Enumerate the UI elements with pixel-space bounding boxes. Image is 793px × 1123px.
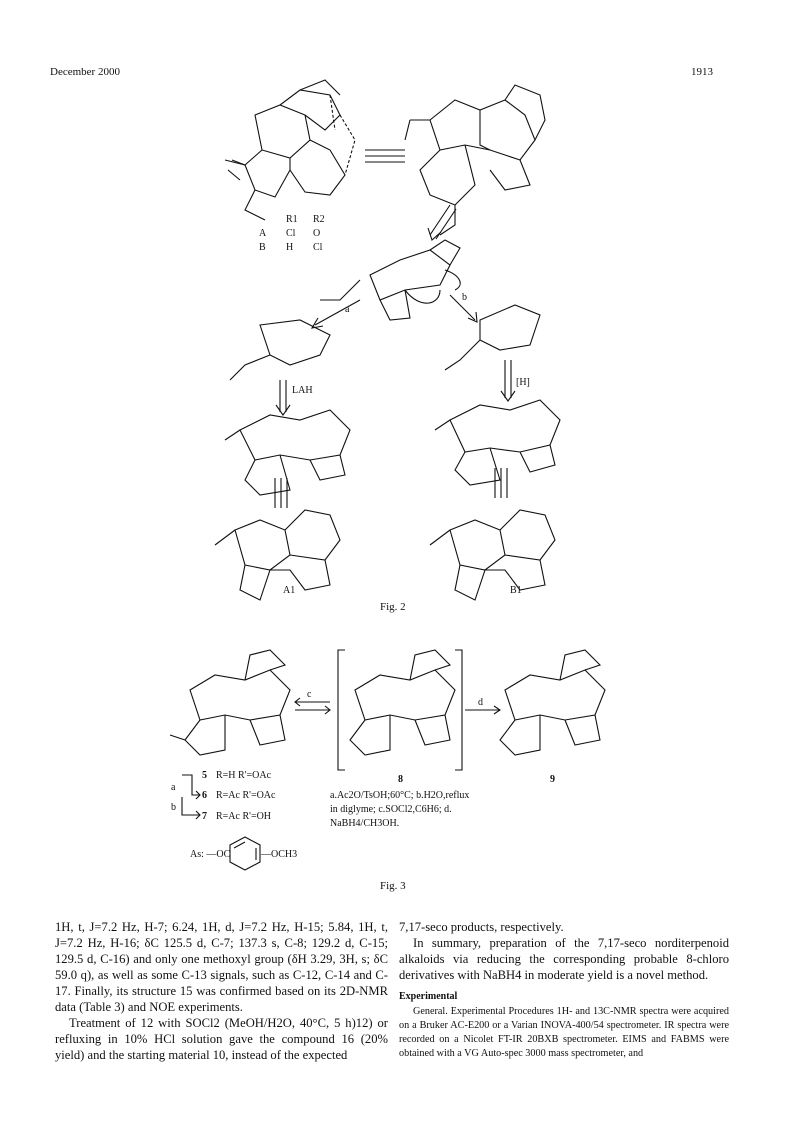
fig2-table-a-r1: Cl [286, 228, 296, 239]
right-column [399, 919, 729, 1061]
fig3-cmpd6-num: 6 [202, 790, 207, 801]
fig2-table-a: A [259, 228, 267, 239]
fig3-as-label: As: —OC [190, 849, 231, 860]
fig3-equilibrium-arrows [295, 698, 330, 714]
section-heading-experimental: Experimental [399, 991, 458, 1002]
fig3-step-c: c [307, 689, 312, 700]
equivalence-sign [365, 150, 405, 162]
fig3-structure-9 [500, 650, 605, 755]
fig2-caption: Fig. 2 [380, 601, 406, 613]
fig2-label-a: a [345, 304, 350, 315]
fig2-structure-a1 [215, 510, 340, 600]
fig2-label-b1: B1 [510, 585, 522, 596]
fig3-step-a: a [171, 782, 176, 793]
left-paragraph-2: Treatment of 12 with SOCl2 (MeOH/H2O, 40°C, 5 h)12) or refluxing in 10% HCl solution gave the compound 16 (20% yield) and the starting material 10, instead of the expected [55, 1016, 388, 1062]
fig2-structure-middle-right [435, 400, 560, 485]
fig2-table-b-r2: Cl [313, 242, 323, 253]
fig2-intermediate [320, 240, 460, 320]
running-header-date: December 2000 [50, 66, 120, 78]
fig3-cmpd8-num: 8 [398, 774, 403, 785]
fig3-structure-8 [350, 650, 455, 755]
fig3-anisoyl-ring [230, 837, 260, 870]
fig2-table-b: B [259, 242, 266, 253]
fig3-cmpd5-desc: R=H R'=OAc [216, 770, 272, 781]
fig2-table-b-r1: H [286, 242, 294, 253]
arrow-to-intermediate [428, 205, 456, 240]
right-paragraph-1: 7,17-seco products, respectively. [399, 920, 564, 934]
fig3-step-b: b [171, 802, 176, 813]
left-paragraph-1: 1H, t, J=7.2 Hz, H-7; 6.24, 1H, d, J=7.2 Hz, H-15; 5.84, 1H, t, J=7.2 Hz, H-16; δC 125.5 d, C-7; 137.3 s, C-8; 129.2 d, C-15; 129.5 d, C-16) and only one methoxyl group (δH 3.29, 3H, s; δC 59.0 q), as well as some C-13 signals, such as C-12, C-14 and C-17. Finally, its structure 15 was confirmed based on its 2D-NMR data (Table 3) and NOE experiments. [55, 920, 388, 1014]
left-column [55, 919, 388, 1063]
fig2-label-b: b [462, 292, 467, 303]
fig2-left-branch [230, 300, 360, 415]
fig3-reaction-scheme-lines [182, 775, 200, 819]
fig3-step-d: d [478, 697, 483, 708]
fig2-table-head-r2: R2 [313, 214, 325, 225]
fig2-label-lah: LAH [292, 385, 313, 396]
fig3-cmpd9-num: 9 [550, 774, 555, 785]
fig2-table-a-r2: O [313, 228, 321, 239]
fig3-structure-5 [170, 650, 290, 755]
fig3-cmpd6-desc: R=Ac R'=OAc [216, 790, 276, 801]
fig3-cmpd7-desc: R=Ac R'=OH [216, 811, 272, 822]
fig3-cmpd7-num: 7 [202, 811, 207, 822]
fig2-table-head-r1: R1 [286, 214, 298, 225]
page-number: 1913 [691, 66, 713, 78]
fig3-as-sub: —OCH3 [261, 849, 298, 860]
fig3-conditions-1: a.Ac2O/TsOH;60°C; b.H2O,reflux [330, 790, 470, 801]
fig3-cmpd5-num: 5 [202, 770, 207, 781]
fig2-structure-b1 [430, 510, 555, 600]
fig3-conditions-2: in diglyme; c.SOCl2,C6H6; d. [330, 804, 452, 815]
right-paragraph-3: General. Experimental Procedures 1H- and 13C-NMR spectra were acquired on a Bruker AC-E200 or a Varian INOVA-400/54 spectrometer. IR spectra were recorded on a Nicolet FT-IR 20BXB spectrometer. EIMS and FABMS were obtained with a VG Auto-spec 3000 mass spectrometer, and [399, 1006, 729, 1059]
fig3-conditions-3: NaBH4/CH3OH. [330, 818, 400, 829]
fig2-equivalence-lower [275, 468, 507, 508]
right-paragraph-2: In summary, preparation of the 7,17-seco norditerpenoid alkaloids via reducing the corresponding probable 8-chloro derivatives with NaBH4 in moderate yield is a novel method. [399, 936, 729, 982]
fig2-structure-top-left [225, 80, 355, 220]
fig3-caption: Fig. 3 [380, 880, 406, 892]
fig2-label-a1: A1 [283, 585, 296, 596]
fig3-brackets [338, 650, 462, 770]
fig2-label-h: [H] [516, 377, 530, 388]
fig2-structure-top-right [405, 85, 545, 235]
